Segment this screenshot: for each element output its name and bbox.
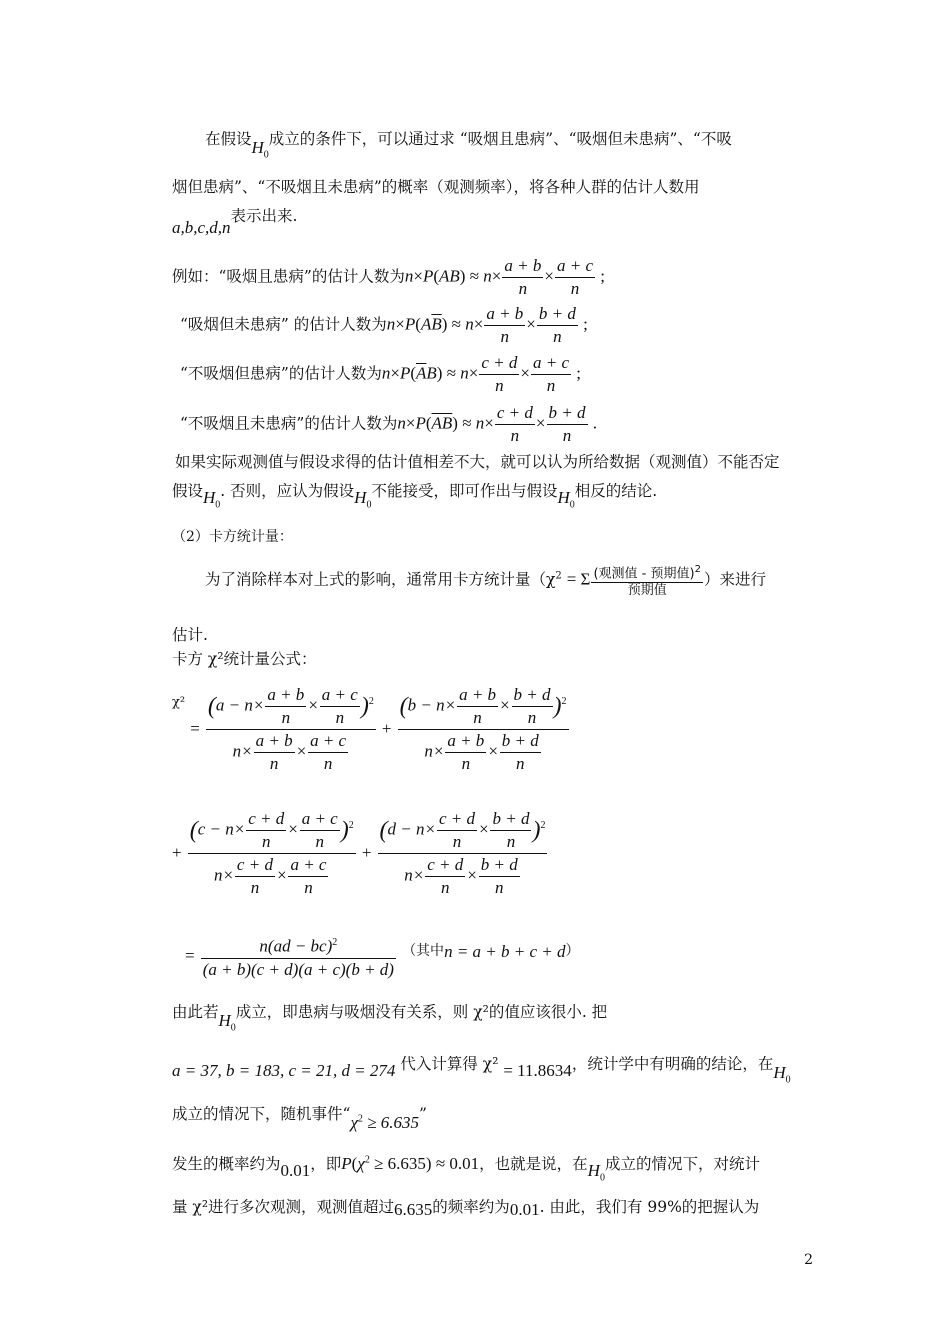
section2-line3: 卡方 χ²统计量公式：: [172, 650, 317, 668]
section2-line1: 为了消除样本对上式的影响，通常用卡方统计量（$\chi^2 = \Sigma$ $\frac{(观测值 - 预期值)^2}{\text{预期值}}$ ）来进行: [205, 564, 766, 599]
section2-line2: 估计.: [172, 626, 208, 644]
page-number: 2: [804, 1252, 813, 1268]
chi-square-formula-row1: $^{\chi^2}$ = (a − n× $\frac{a + b}{n}$ × $\frac{a + c}{n}$ )$^2$ n× $\frac{a + b}{n}$ × $\frac{a + c}{n}$ + (b − n× $\frac{a + b}{n}$ × $\frac{b + d}{n}$ )$^2$ n× $\frac{a + b}{n}$ × $\frac{b + d}{n}$: [172, 685, 567, 773]
para2-line2: 假设$H_0$. 否则，应认为假设$H_0$不能接受，即可作出与假设$H_0$相反的结论.: [172, 482, 658, 511]
h0-symbol: $H_0$: [251, 138, 269, 161]
chi-square-simplified: = $\frac{n(ad - bc)^2}{(a + b)(c + d)(a + c)(b + d)}$ （其中n = a + b + c + d）: [185, 932, 580, 981]
para3-line1: 由此若$H_0$成立，即患病与吸烟没有关系，则 χ²的值应该很小. 把: [172, 1003, 608, 1034]
example-line-3: “不吸烟但患病”的估计人数为$n\times P(\overline{A}B) \approx n\times$ $\frac{c + d}{n}$ × $\frac{a + c}{n}$ ;: [180, 353, 582, 395]
para1-line1: 在假设$H_0$成立的条件下，可以通过求 “吸烟且患病”、“吸烟但未患病”、“不吸: [205, 130, 732, 161]
para2-line1: 如果实际观测值与假设求得的估计值相差不大，就可以认为所给数据（观测值）不能否定: [175, 453, 780, 471]
section2-heading: （2）卡方统计量：: [172, 529, 293, 545]
para1-line3: a,b,c,d,n表示出来.: [172, 207, 298, 237]
para1-line2: 烟但患病”、“不吸烟且未患病”的概率（观测频率），将各种人群的估计人数用: [172, 178, 700, 196]
example-line-2: “吸烟但未患病” 的估计人数为$n\times P(A\overline{B}) \approx n\times$ $\frac{a + b}{n}$ × $\frac{b + d}{n}$ ;: [180, 304, 588, 346]
para3-line3: 成立的情况下，随机事件“$\chi^2 \ge 6.635$”: [172, 1105, 427, 1132]
para3-line5: 量 χ²进行多次观测，观测值超过6.635的频率约为0.01. 由此，我们有 99%的把握认为: [172, 1198, 760, 1219]
para3-line2: a = 37, b = 183, c = 21, d = 274 代入计算得 χ² = 11.8634，统计学中有明确的结论，在$H_0$: [172, 1055, 791, 1086]
para3-line4: 发生的概率约为0.01，即$P(\chi^2 \ge 6.635) \approx 0.01$，也就是说，在$H_0$成立的情况下，对统计: [172, 1154, 760, 1184]
example-line-4: “不吸烟且未患病”的估计人数为$n\times P(\overline{AB}) \approx n\times$ $\frac{c + d}{n}$ × $\frac{b + d}{n}$ .: [180, 403, 597, 445]
chi-square-formula-row2: + (c − n× $\frac{c + d}{n}$ × $\frac{a + c}{n}$ )$^2$ n× $\frac{c + d}{n}$ × $\frac{a + c}{n}$ + (d − n× $\frac{c + d}{n}$ × $\frac{b + d}{n}$ )$^2$ n× $\frac{c + d}{n}$ × $\frac{b + d}{n}$: [172, 809, 546, 897]
example-line-1: 例如：“吸烟且患病”的估计人数为n×P(AB) ≈ n× $\frac{a + b}{n}$ × $\frac{a + c}{n}$ ;: [172, 256, 605, 298]
